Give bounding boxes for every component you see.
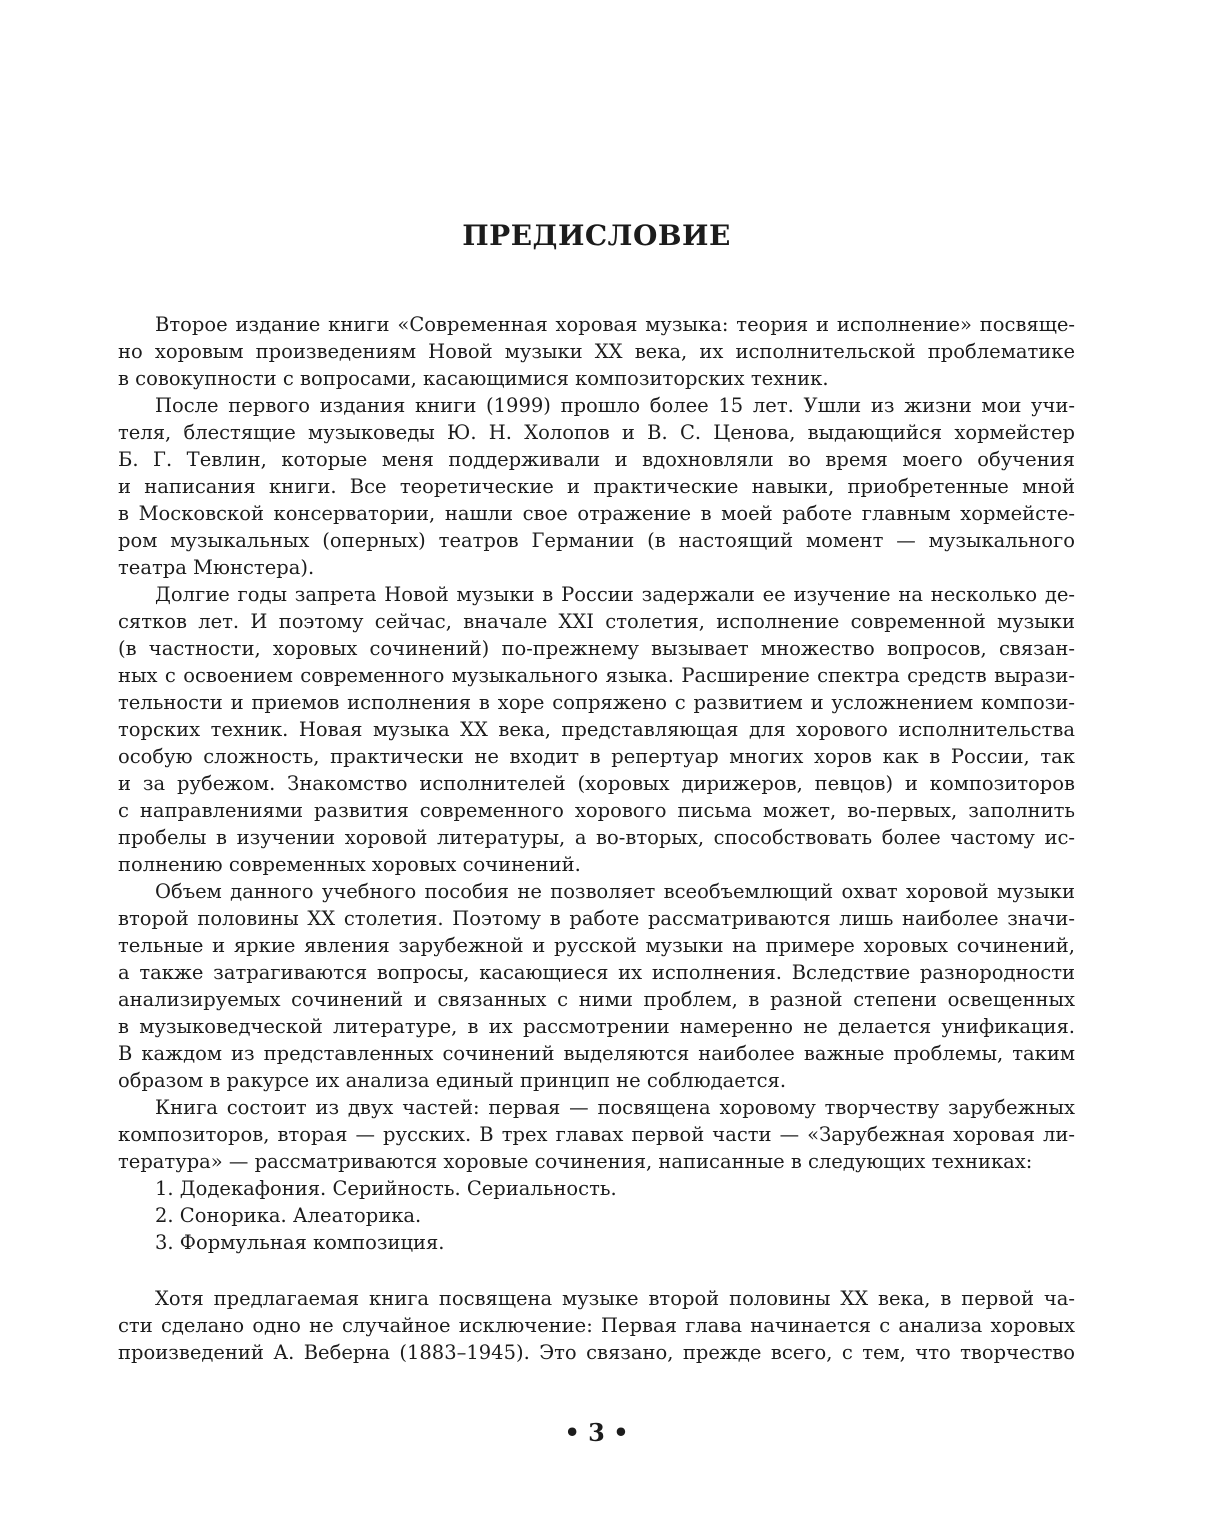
text-line: тельности и приемов исполнения в хоре сопряжено с развитием и усложнением компози-: [118, 691, 1075, 714]
text-line: В каждом из представленных сочинений выделяются наиболее важные проблемы, таким: [118, 1042, 1075, 1065]
list-item: 3. Формульная композиция.: [155, 1231, 445, 1254]
text-line: театра Мюнстера).: [118, 556, 315, 579]
text-line: полнению современных хоровых сочинений.: [118, 853, 581, 876]
text-line: ром музыкальных (оперных) театров Германии (в настоящий момент — музыкального: [118, 529, 1075, 552]
text-line: Объем данного учебного пособия не позволяет всеобъемлющий охват хоровой музыки: [155, 880, 1075, 903]
text-line: торских техник. Новая музыка ХХ века, представляющая для хорового исполнительства: [118, 718, 1075, 741]
text-line: особую сложность, практически не входит в репертуар многих хоров как в России, так: [118, 745, 1075, 768]
body-text: [118, 311, 1075, 1366]
text-line: произведений А. Веберна (1883–1945). Это связано, прежде всего, с тем, что творчество: [118, 1341, 1075, 1364]
list-item: 1. Додекафония. Серийность. Сериальность.: [155, 1177, 617, 1200]
text-line: теля, блестящие музыковеды Ю. Н. Холопов и В. С. Ценова, выдающийся хормейстер: [118, 421, 1075, 444]
text-line: После первого издания книги (1999) прошло более 15 лет. Ушли из жизни мои учи-: [155, 394, 1075, 417]
text-line: а также затрагиваются вопросы, касающиеся их исполнения. Вследствие разнородности: [118, 961, 1075, 984]
text-line: Второе издание книги «Современная хоровая музыка: теория и исполнение» посвяще-: [155, 313, 1075, 336]
page-number: • 3 •: [564, 1418, 629, 1447]
text-line: в Московской консерватории, нашли свое отражение в моей работе главным хормейсте-: [118, 502, 1075, 525]
paragraph: [118, 878, 1075, 1094]
text-line: с направлениями развития современного хорового письма может, во-первых, заполнить: [118, 799, 1075, 822]
spacer: [118, 1256, 1075, 1285]
page-title: ПРЕДИСЛОВИЕ: [462, 219, 731, 252]
text-line: но хоровым произведениям Новой музыки ХХ века, их исполнительской проблематике: [118, 340, 1075, 363]
paragraph: [118, 311, 1075, 392]
paragraph: [118, 1285, 1075, 1366]
text-line: композиторов, вторая — русских. В трех главах первой части — «Зарубежная хоровая ли-: [118, 1123, 1075, 1146]
text-line: Книга состоит из двух частей: первая — посвящена хоровому творчеству зарубежных: [155, 1096, 1075, 1119]
text-line: Б. Г. Тевлин, которые меня поддерживали и вдохновляли во время моего обучения: [118, 448, 1075, 471]
text-line: анализируемых сочинений и связанных с ними проблем, в разной степени освещенных: [118, 988, 1075, 1011]
list-item: 2. Сонорика. Алеаторика.: [155, 1204, 422, 1227]
text-line: в совокупности с вопросами, касающимися композиторских техник.: [118, 367, 829, 390]
text-line: Долгие годы запрета Новой музыки в России задержали ее изучение на несколько де-: [155, 583, 1075, 606]
paragraph: [118, 1094, 1075, 1175]
text-line: пробелы в изучении хоровой литературы, а во-вторых, способствовать более частому ис-: [118, 826, 1075, 849]
text-line: сятков лет. И поэтому сейчас, вначале XXI столетия, исполнение современной музыки: [118, 610, 1075, 633]
text-line: и за рубежом. Знакомство исполнителей (хоровых дирижеров, певцов) и композиторов: [118, 772, 1075, 795]
text-line: в музыковедческой литературе, в их рассмотрении намеренно не делается унификация.: [118, 1015, 1075, 1038]
text-line: второй половины ХХ столетия. Поэтому в работе рассматриваются лишь наиболее значи-: [118, 907, 1075, 930]
text-line: Хотя предлагаемая книга посвящена музыке второй половины ХХ века, в первой ча-: [155, 1287, 1075, 1310]
text-line: тература» — рассматриваются хоровые сочинения, написанные в следующих техниках:: [118, 1150, 1033, 1173]
text-line: сти сделано одно не случайное исключение: Первая глава начинается с анализа хоровых: [118, 1314, 1075, 1337]
paragraph: [118, 581, 1075, 878]
text-line: (в частности, хоровых сочинений) по-прежнему вызывает множество вопросов, связан-: [118, 637, 1075, 660]
text-line: образом в ракурсе их анализа единый принцип не соблюдается.: [118, 1069, 787, 1092]
paragraph: [118, 392, 1075, 581]
text-line: и написания книги. Все теоретические и практические навыки, приобретенные мной: [118, 475, 1075, 498]
text-line: тельные и яркие явления зарубежной и русской музыки на примере хоровых сочинений,: [118, 934, 1075, 957]
text-line: ных с освоением современного музыкального языка. Расширение спектра средств вырази-: [118, 664, 1075, 687]
techniques-list: [118, 1175, 1075, 1256]
book-page: [118, 0, 1075, 1536]
